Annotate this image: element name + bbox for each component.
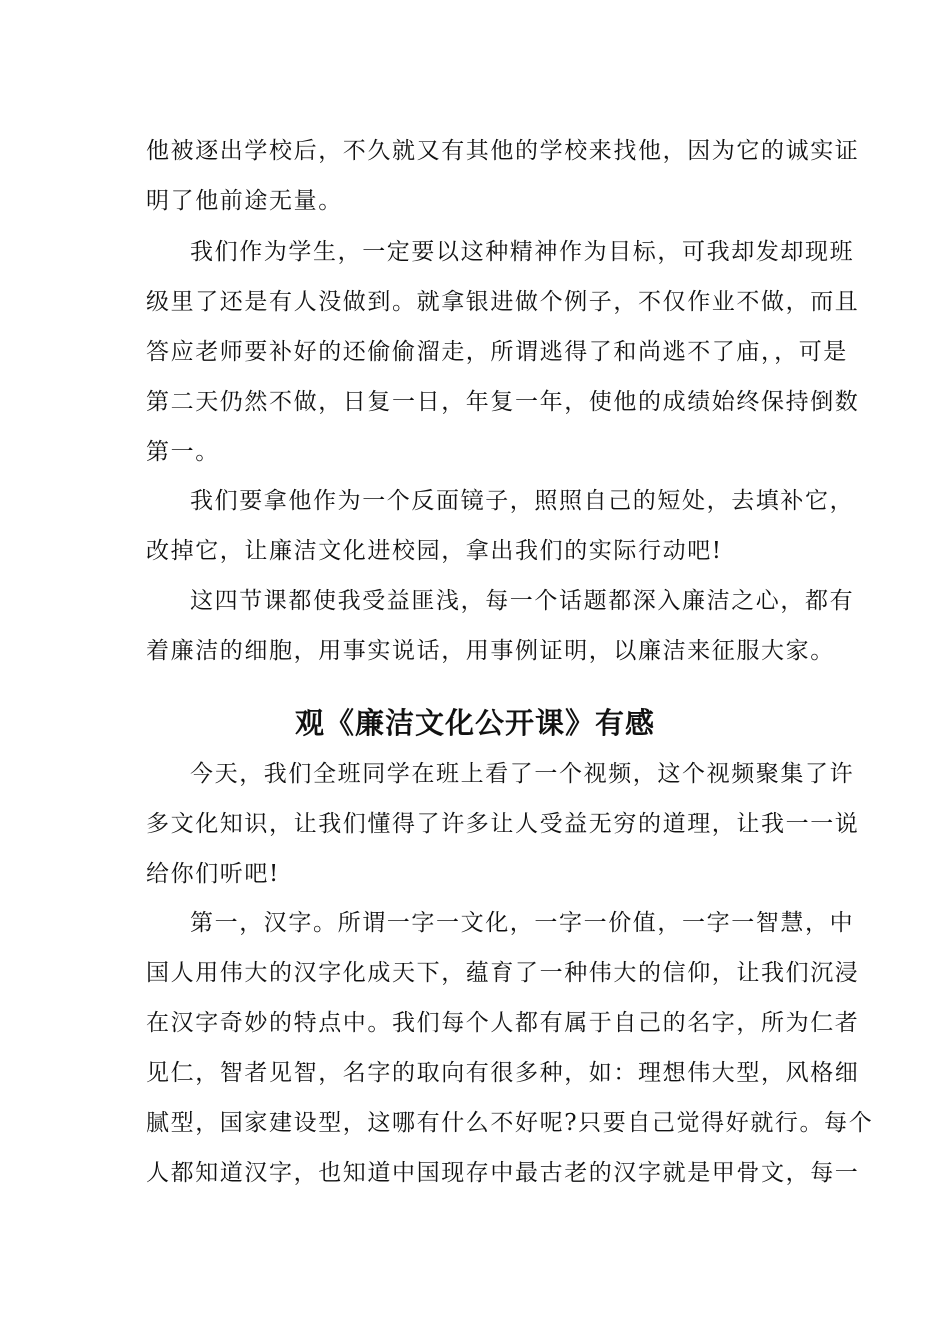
- paragraph-1-line-1: 他被逐出学校后，不久就又有其他的学校来找他，因为它的诚实证: [146, 138, 860, 164]
- paragraph-5-line-2: 多文化知识，让我们懂得了许多让人受益无穷的道理，让我一一说: [146, 811, 860, 837]
- paragraph-2-line-5: 第一。: [146, 439, 220, 465]
- paragraph-2-line-1: 我们作为学生，一定要以这种精神作为目标，可我却发却现班: [190, 239, 855, 265]
- paragraph-3-line-1: 我们要拿他作为一个反面镜子，照照自己的短处，去填补它，: [190, 488, 855, 514]
- paragraph-6-line-6: 人都知道汉字，也知道中国现存中最古老的汉字就是甲骨文，每一: [146, 1160, 860, 1186]
- paragraph-6-line-2: 国人用伟大的汉字化成天下，蕴育了一种伟大的信仰，让我们沉浸: [146, 960, 860, 986]
- paragraph-5-line-1: 今天，我们全班同学在班上看了一个视频，这个视频聚集了许: [190, 761, 855, 787]
- article-title: 观《廉洁文化公开课》有感: [294, 706, 655, 740]
- paragraph-5-line-3: 给你们听吧!: [146, 861, 280, 887]
- paragraph-4-line-2: 着廉洁的细胞，用事实说话，用事例证明，以廉洁来征服大家。: [146, 638, 835, 664]
- paragraph-6-line-5: 腻型，国家建设型，这哪有什么不好呢?只要自己觉得好就行。每个: [146, 1110, 874, 1136]
- paragraph-6-line-1: 第一，汉字。所谓一字一文化，一字一价值，一字一智慧，中: [190, 910, 855, 936]
- paragraph-2-line-3: 答应老师要补好的还偷偷溜走，所谓逃得了和尚逃不了庙，，可是: [146, 339, 848, 365]
- paragraph-6-line-4: 见仁，智者见智，名字的取向有很多种，如：理想伟大型，风格细: [146, 1060, 860, 1086]
- paragraph-3-line-2: 改掉它，让廉洁文化进校园，拿出我们的实际行动吧!: [146, 538, 723, 564]
- paragraph-1-line-2: 明了他前途无量。: [146, 188, 343, 214]
- paragraph-6-line-3: 在汉字奇妙的特点中。我们每个人都有属于自己的名字，所为仁者: [146, 1010, 860, 1036]
- paragraph-4-line-1: 这四节课都使我受益匪浅，每一个话题都深入廉洁之心，都有: [190, 588, 855, 614]
- paragraph-2-line-2: 级里了还是有人没做到。就拿银进做个例子，不仅作业不做，而且: [146, 289, 860, 315]
- paragraph-2-line-4: 第二天仍然不做，日复一日，年复一年，使他的成绩始终保持倒数: [146, 389, 860, 415]
